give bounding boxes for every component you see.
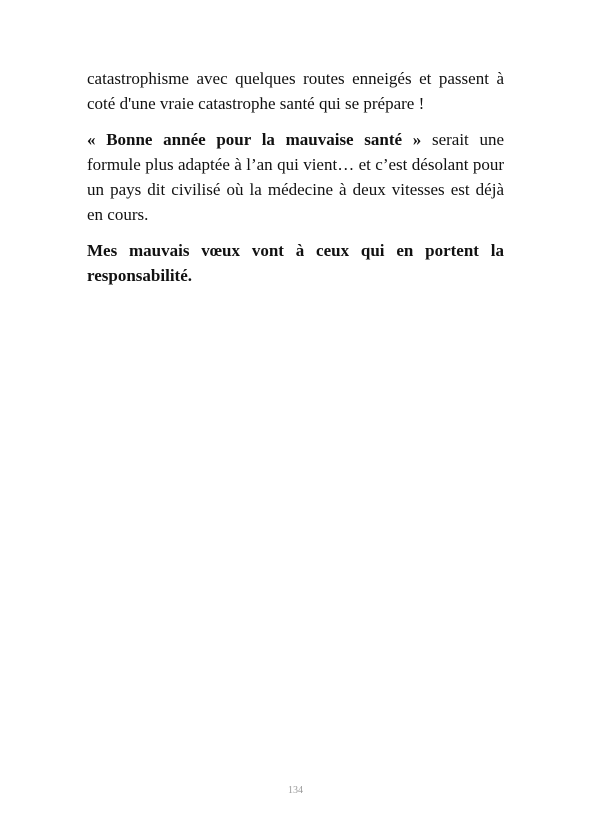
paragraph-3: [87, 238, 504, 288]
paragraph-2-text: serait une formule plus adaptée à l’an qui vient… et c’est désolant pour un pays dit civilisé où la médecine à deux vitesses est déjà en cours.: [87, 130, 504, 224]
paragraph-2: [87, 127, 504, 227]
paragraph-1-text: catastrophisme avec quelques routes enneigés et passent à coté d'une vraie catastrophe santé qui se prépare !: [87, 69, 504, 113]
paragraph-1: [87, 66, 504, 116]
page-number: 134: [288, 785, 303, 796]
body-text: [87, 66, 504, 299]
paragraph-2-bold-lead: « Bonne année pour la mauvaise santé »: [87, 130, 422, 149]
paragraph-3-text: Mes mauvais vœux vont à ceux qui en portent la responsabilité.: [87, 241, 504, 285]
